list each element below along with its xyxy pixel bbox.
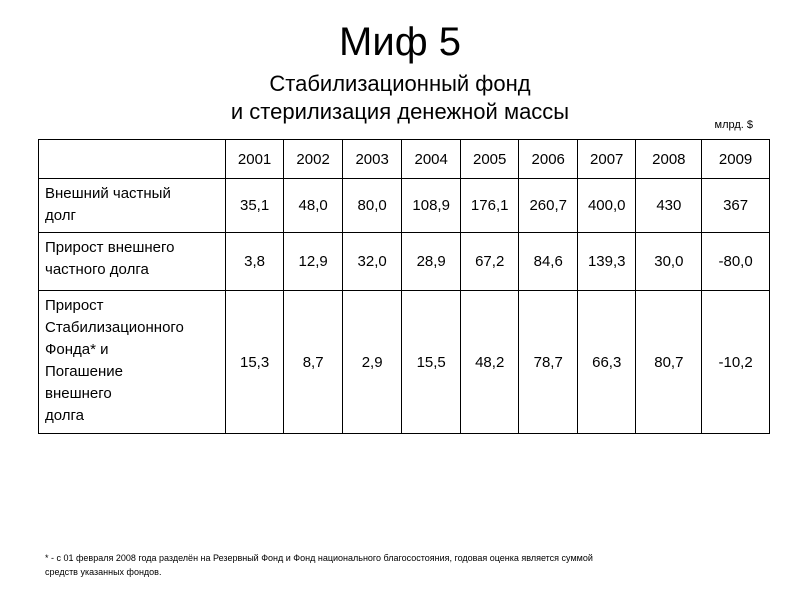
table-cell: 176,1: [460, 179, 519, 233]
subtitle-line: и стерилизация денежной массы: [230, 99, 570, 124]
footnote-line: * - с 01 февраля 2008 года разделён на Резервный Фонд и Фонд национального благосостояния, годовая оценка является суммой: [45, 553, 593, 563]
footnote-line: средств указанных фондов.: [45, 567, 162, 577]
year-header: 2009: [702, 140, 770, 179]
year-header: 2002: [284, 140, 343, 179]
row-label-line: Фонда* и: [45, 341, 109, 358]
table-cell: 48,0: [284, 179, 343, 233]
subtitle-line: Стабилизационный фонд: [269, 71, 531, 96]
year-header: 2007: [577, 140, 636, 179]
row-label: [39, 291, 226, 434]
year-header: 2003: [342, 140, 402, 179]
table-cell: 66,3: [577, 291, 636, 434]
year-header: 2006: [519, 140, 578, 179]
year-header: 2004: [402, 140, 461, 179]
table-cell: 3,8: [225, 233, 284, 291]
table-cell: 430: [636, 179, 702, 233]
table-row: [39, 179, 770, 233]
table-cell: 32,0: [342, 233, 402, 291]
row-label-line: Погашение: [45, 363, 123, 380]
table-cell: 8,7: [284, 291, 343, 434]
table-cell: 108,9: [402, 179, 461, 233]
table-header-row: [39, 140, 770, 179]
table-cell: 84,6: [519, 233, 578, 291]
table-cell: 48,2: [460, 291, 519, 434]
row-label-line: Прирост внешнего: [45, 239, 175, 256]
row-label-line: Прирост: [45, 297, 104, 314]
table-cell: -10,2: [702, 291, 770, 434]
table-cell: 78,7: [519, 291, 578, 434]
row-label-line: Стабилизационного: [45, 319, 184, 336]
table-cell: 80,7: [636, 291, 702, 434]
year-header: 2008: [636, 140, 702, 179]
year-header: 2001: [225, 140, 284, 179]
table-cell: 67,2: [460, 233, 519, 291]
row-label-line: долг: [45, 207, 76, 224]
row-label-line: Внешний частный: [45, 185, 171, 202]
table-cell: -80,0: [702, 233, 770, 291]
table-cell: 28,9: [402, 233, 461, 291]
table-cell: 12,9: [284, 233, 343, 291]
unit-label: млрд. $: [714, 119, 753, 131]
row-label: [39, 179, 226, 233]
table-cell: 367: [702, 179, 770, 233]
table-cell: 15,3: [225, 291, 284, 434]
table-cell: 260,7: [519, 179, 578, 233]
table-cell: 80,0: [342, 179, 402, 233]
footnote: [45, 551, 745, 579]
data-table: [38, 139, 770, 434]
row-label-line: внешнего: [45, 385, 112, 402]
slide-title: Миф 5: [339, 20, 461, 64]
header-corner-cell: [39, 140, 226, 179]
table-cell: 30,0: [636, 233, 702, 291]
slide-subtitle: [0, 70, 800, 126]
year-header: 2005: [460, 140, 519, 179]
row-label: [39, 233, 226, 291]
table-cell: 35,1: [225, 179, 284, 233]
table-cell: 400,0: [577, 179, 636, 233]
row-label-line: частного долга: [45, 261, 149, 278]
row-label-line: долга: [45, 407, 85, 424]
table-cell: 15,5: [402, 291, 461, 434]
table-cell: 139,3: [577, 233, 636, 291]
table-cell: 2,9: [342, 291, 402, 434]
table-row: [39, 233, 770, 291]
table-row: [39, 291, 770, 434]
